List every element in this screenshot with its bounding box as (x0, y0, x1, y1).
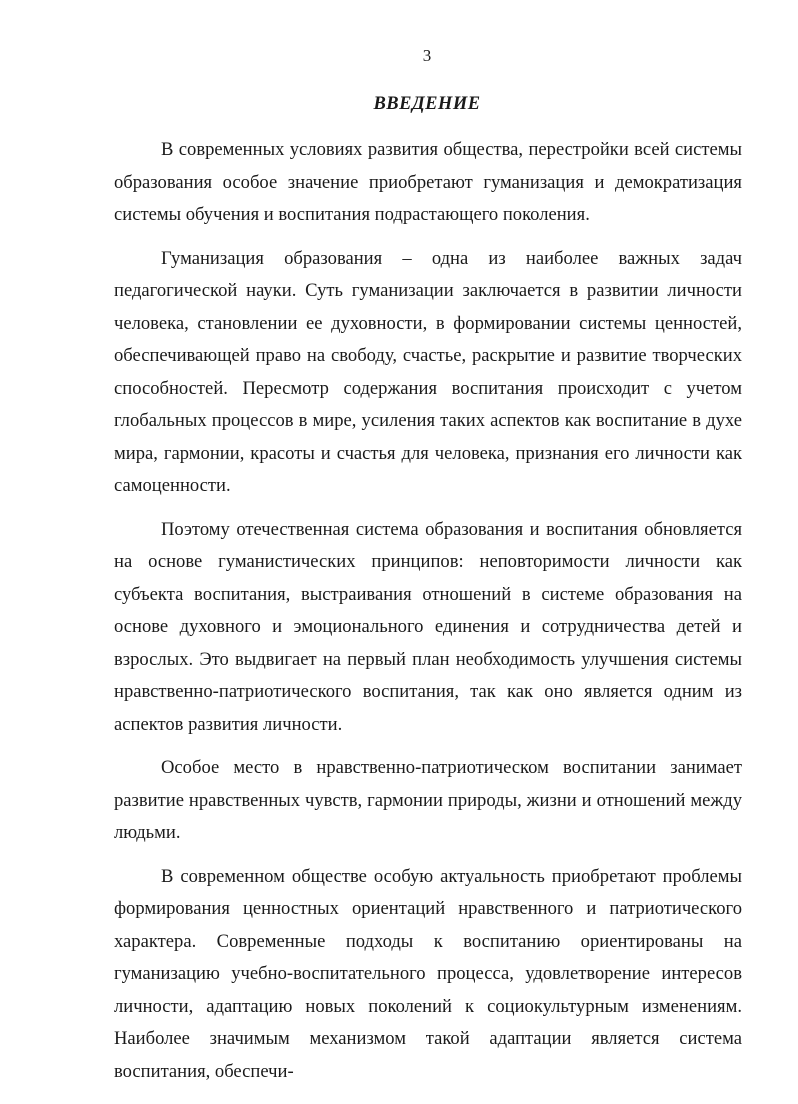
body-text (114, 134, 742, 1088)
paragraph-5: В современном обществе особую актуальность приобретают проблемы формирования ценностных ориентаций нравственного и патриотического характера. Современные подходы к воспитанию ориентированы на гуманизацию учебно-воспитательного процесса, удовлетворение интересов личности, адаптацию новых поколений к социокультурным изменениям. Наиболее значимым механизмом такой адаптации является система воспитания, обеспечи- (114, 865, 742, 1082)
section-heading: ВВЕДЕНИЕ (373, 94, 481, 114)
paragraph-4: Особое место в нравственно-патриотическом воспитании занимает развитие нравственных чувств, гармонии природы, жизни и отношений между людьми. (114, 757, 742, 843)
page-number: 3 (422, 46, 432, 65)
paragraph-3: Поэтому отечественная система образования и воспитания обновляется на основе гуманистических принципов: неповторимости личности как субъекта воспитания, выстраивания отношений в системе образования на основе духовного и эмоционального единения и сотрудничества детей и взрослых. Это выдвигает на первый план необходимость улучшения системы нравственно-патриотического воспитания, так как оно является одним из аспектов развития личности. (114, 518, 742, 735)
paragraph-2: Гуманизация образования – одна из наиболее важных задач педагогической науки. Суть гуманизации заключается в развитии личности человека, становлении ее духовности, в формировании системы ценностей, обеспечивающей право на свободу, счастье, раскрытие и развитие творческих способностей. Пересмотр содержания воспитания происходит с учетом глобальных процессов в мире, усиления таких аспектов как воспитание в духе мира, гармонии, красоты и счастья для человека, признания его личности как самоценности. (114, 247, 742, 496)
paragraph-1: В современных условиях развития общества, перестройки всей системы образования особое значение приобретают гуманизация и демократизация системы обучения и воспитания подрастающего поколения. (114, 139, 742, 225)
